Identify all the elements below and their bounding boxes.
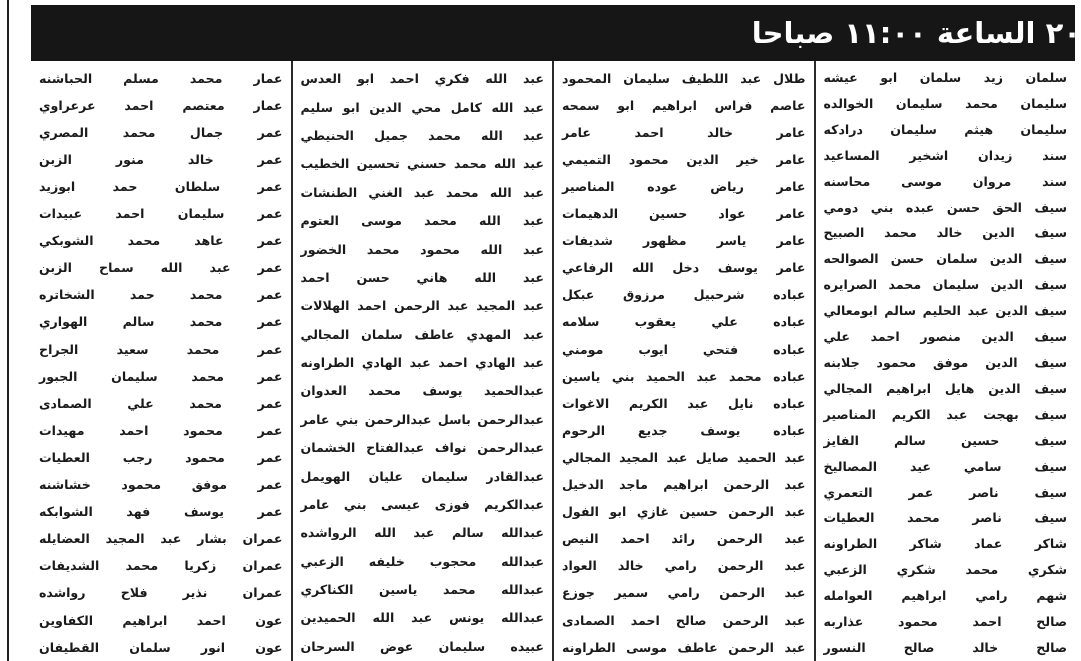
- name-entry-text: سيف حسين سالم الفايز: [823, 432, 1067, 448]
- name-entry: [562, 255, 806, 282]
- name-entry: [301, 576, 545, 604]
- name-entry-text: صالح خالد صالح النسور: [823, 639, 1067, 655]
- name-entry-text: عمران نذير فلاح رواشده: [39, 585, 283, 601]
- name-entry: [824, 402, 1068, 428]
- name-entry-text: عمر محمد علي الصمادى: [39, 395, 283, 411]
- name-entry: [562, 607, 806, 634]
- name-entry-text: عاصم فراس ابراهيم ابو سمحه: [562, 97, 806, 113]
- name-entry-text: صالح احمد محمود عذاربه: [823, 614, 1067, 630]
- header-banner: [31, 5, 1081, 61]
- name-entry-text: عامر خير الدين محمود التميمي: [562, 151, 806, 167]
- name-entry: [824, 531, 1068, 557]
- name-entry-text: عمران زكريا محمد الشديفات: [39, 558, 283, 574]
- name-entry: [562, 65, 806, 92]
- name-entry: [301, 462, 545, 490]
- name-entry-text: سيف الدين هايل ابراهيم المجالي: [823, 380, 1067, 396]
- name-column-1: [814, 61, 1076, 661]
- name-entry: [562, 200, 806, 227]
- name-entry: [562, 363, 806, 390]
- name-entry-text: سلمان زيد سلمان ابو عيشه: [823, 70, 1067, 86]
- name-entry: [824, 169, 1068, 195]
- name-entry-text: سيف الحق حسن عبده بني دومي: [823, 199, 1067, 215]
- name-entry: [562, 471, 806, 498]
- name-entry-text: عمر محمود رجب العطيات: [39, 449, 283, 465]
- name-entry: [562, 526, 806, 553]
- name-entry-text: شاكر عماد شاكر الطراونه: [823, 536, 1067, 552]
- name-entry-text: عمر جمال محمد المصري: [39, 124, 283, 140]
- name-entry-text: عبد الله محمود محمد الخضور: [300, 241, 544, 257]
- name-entry: [39, 255, 283, 282]
- name-entry: [562, 173, 806, 200]
- name-entry: [301, 320, 545, 348]
- left-margin-rule: [7, 0, 9, 661]
- name-column-3: [291, 61, 553, 661]
- name-entry-text: عبد الرحمن صالح احمد الصمادى: [562, 612, 806, 628]
- name-entry-text: عبد الله فكري احمد ابو العدس: [300, 71, 544, 87]
- name-entry: [39, 336, 283, 363]
- name-entry: [301, 491, 545, 519]
- name-entry-text: عامر خالد احمد عامر: [562, 124, 806, 140]
- name-entry-text: عبد الله محمد موسى العتوم: [300, 213, 544, 229]
- name-entry: [301, 150, 545, 178]
- name-entry: [824, 65, 1068, 91]
- name-entry-text: سليمان هيثم سليمان درادكه: [823, 121, 1067, 137]
- name-entry: [39, 471, 283, 498]
- name-entry-text: عامر ياسر مظهور شديفات: [562, 233, 806, 249]
- name-entry: [562, 336, 806, 363]
- name-entry-text: عبدالرحمن نواف عبدالفتاح الخشمان: [300, 440, 544, 456]
- name-entry: [39, 146, 283, 173]
- name-entry-text: عبدالحميد يوسف محمد العدوان: [300, 383, 544, 399]
- name-entry-text: عباده شرحبيل مرزوق عبكل: [562, 287, 806, 303]
- name-entry-text: عبد الرحمن حسين غازي ابو الفول: [562, 504, 806, 520]
- name-entry-text: عامر عواد حسين الدهيمات: [562, 206, 806, 222]
- name-entry-text: طلال عبد اللطيف سليمان المحمود: [562, 70, 806, 86]
- name-entry: [39, 526, 283, 553]
- name-entry: [301, 434, 545, 462]
- name-entry: [824, 91, 1068, 117]
- name-entry-text: عبدالرحمن باسل عبدالرحمن بني عامر: [300, 411, 544, 427]
- name-entry-text: عبد الله محمد عبد الغني الطنشات: [300, 184, 544, 200]
- name-entry: [39, 444, 283, 471]
- name-entry: [301, 406, 545, 434]
- name-entry: [562, 553, 806, 580]
- name-entry: [301, 519, 545, 547]
- name-entry-text: عمران بشار عبد المجيد العضايله: [39, 531, 283, 547]
- name-entry: [824, 143, 1068, 169]
- name-entry-text: عبدالكريم فوزى عيسى بني عامر: [300, 496, 544, 512]
- name-entry-text: عبد الله كامل محي الدين ابو سليم: [300, 99, 544, 115]
- name-entry-text: سيف الدين خالد محمد الصبيح: [823, 225, 1067, 241]
- name-entry-text: عمار معتصم احمد عرعراوي: [39, 97, 283, 113]
- name-entry-text: عبدالله محمد ياسين الكناكري: [300, 582, 544, 598]
- name-entry-text: سيف بهجت عبد الكريم المناصير: [823, 406, 1067, 422]
- name-entry: [562, 634, 806, 661]
- name-entry-text: عامر رياض عوده المناصير: [562, 179, 806, 194]
- name-entry-text: سند زيدان اشخير المساعيد: [823, 147, 1067, 163]
- name-entry: [562, 146, 806, 173]
- name-entry: [824, 272, 1068, 298]
- name-entry-text: عبدالله محجوب خليفه الزعبي: [300, 553, 544, 569]
- name-entry: [301, 349, 545, 377]
- name-entry-text: عباده محمد عبد الحميد بني ياسين: [562, 368, 806, 384]
- name-entry: [39, 173, 283, 200]
- name-entry: [824, 480, 1068, 506]
- name-entry-text: عبد المجيد عبد الرحمن احمد الهلالات: [300, 298, 544, 314]
- name-entry-text: عبد الهادي احمد عبد الهادي الطراونه: [300, 355, 544, 371]
- name-entry: [39, 417, 283, 444]
- name-entry-text: عمر يوسف فهد الشوابكه: [39, 504, 283, 520]
- name-entry: [562, 580, 806, 607]
- name-entry: [824, 376, 1068, 402]
- header-title: ٢٠ الساعة ١١:٠٠ صباحا: [751, 16, 1081, 50]
- name-entry-text: عمار محمد مسلم الحباشنه: [39, 70, 283, 86]
- name-entry-text: عبد الرحمن رامي سمير جوزع: [562, 585, 806, 601]
- name-entry-text: عبيده سليمان عوض السرحان: [300, 638, 544, 654]
- name-entry: [824, 117, 1068, 143]
- name-column-4: [31, 61, 291, 661]
- name-entry: [39, 553, 283, 580]
- name-entry-text: عون احمد ابراهيم الكفاوين: [39, 612, 283, 628]
- name-entry-text: عمر سليمان احمد عبيدات: [39, 206, 283, 222]
- name-entry: [824, 246, 1068, 272]
- name-entry-text: عمر محمد سليمان الجبور: [39, 368, 283, 384]
- name-entry-text: عباده يوسف جديع الرحوم: [562, 422, 806, 438]
- name-entry: [39, 499, 283, 526]
- name-entry-text: عمر خالد منور الزبن: [39, 151, 283, 167]
- name-entry-text: عمر محمود احمد مهيدات: [39, 422, 283, 438]
- name-entry-text: شكري محمد شكري الزعبي: [823, 562, 1067, 578]
- name-entry: [39, 363, 283, 390]
- name-entry: [824, 195, 1068, 221]
- name-entry: [39, 119, 283, 146]
- name-entry: [39, 92, 283, 119]
- name-entry: [39, 580, 283, 607]
- name-entry: [301, 179, 545, 207]
- name-entry: [39, 65, 283, 92]
- name-entry: [824, 428, 1068, 454]
- name-entry: [301, 93, 545, 121]
- name-entry-text: عون انور سلمان القطيفان: [39, 639, 283, 655]
- name-entry: [824, 324, 1068, 350]
- name-entry: [562, 92, 806, 119]
- name-entry: [301, 122, 545, 150]
- name-entry: [301, 292, 545, 320]
- name-entry-text: عبد الله هاني حسن احمد: [300, 269, 544, 285]
- name-entry-text: سيف ناصر محمد العطيات: [823, 510, 1067, 526]
- name-entry-text: عمر سلطان حمد ابوزيد: [39, 179, 283, 194]
- name-entry: [824, 635, 1068, 661]
- name-entry: [39, 634, 283, 661]
- name-entry: [39, 309, 283, 336]
- name-entry: [562, 119, 806, 146]
- name-entry: [824, 583, 1068, 609]
- name-entry: [301, 604, 545, 632]
- name-entry: [824, 220, 1068, 246]
- name-column-2: [552, 61, 814, 661]
- name-entry-text: سيف الدين سلمان حسن الصوالحه: [823, 251, 1067, 267]
- name-entry-text: سيف الدين سليمان محمد الصرايره: [823, 277, 1067, 293]
- name-entry-text: سيف الدين منصور احمد علي: [823, 329, 1067, 345]
- name-entry-text: عبدالقادر سليمان عليان الهويمل: [300, 468, 544, 484]
- name-entry-text: سيف سامي عيد المصاليخ: [823, 458, 1067, 474]
- name-entry-text: عمر محمد سعيد الجراح: [39, 341, 283, 357]
- name-entry: [301, 235, 545, 263]
- name-entry-text: سيف ناصر عمر التعمري: [823, 484, 1067, 500]
- name-entry-text: شهم رامي ابراهيم العوامله: [823, 588, 1067, 604]
- name-columns: [31, 61, 1075, 661]
- name-entry-text: عبدالله يونس عبد الله الحميدين: [300, 610, 544, 626]
- name-entry-text: عباده علي يعقوب سلامه: [562, 314, 806, 330]
- name-entry-text: عبد الله محمد جميل الحنيطي: [300, 128, 544, 144]
- name-entry-text: عباده نايل عبد الكريم الاغوات: [562, 395, 806, 411]
- name-entry-text: عمر محمد سالم الهواري: [39, 314, 283, 330]
- name-entry: [301, 264, 545, 292]
- name-entry-text: سيف الدين موفق محمود جلابنه: [823, 355, 1067, 370]
- name-entry: [562, 390, 806, 417]
- name-entry-text: سليمان محمد سليمان الخوالده: [823, 95, 1067, 111]
- name-entry-text: عبد الرحمن ابراهيم ماجد الدخيل: [562, 477, 806, 493]
- name-entry: [301, 65, 545, 93]
- name-entry: [301, 207, 545, 235]
- name-entry: [39, 390, 283, 417]
- name-entry-text: عمر عاهد محمد الشوبكي: [39, 233, 283, 249]
- name-entry: [824, 350, 1068, 376]
- name-entry: [562, 444, 806, 471]
- name-entry-text: عبد الرحمن عاطف موسى الطراونه: [562, 639, 806, 655]
- name-entry: [824, 505, 1068, 531]
- name-entry: [824, 609, 1068, 635]
- name-entry: [301, 547, 545, 575]
- name-entry: [39, 200, 283, 227]
- name-entry: [562, 417, 806, 444]
- name-entry-text: سند مروان موسى محاسنه: [823, 173, 1067, 189]
- name-entry: [562, 309, 806, 336]
- name-entry-text: عبد الله محمد حسني تحسين الخطيب: [300, 156, 544, 172]
- name-entry: [39, 228, 283, 255]
- name-entry-text: عبد الحميد صايل عبد المجيد المجالي: [562, 449, 806, 465]
- name-entry: [301, 633, 545, 661]
- name-entry: [824, 557, 1068, 583]
- name-entry: [562, 282, 806, 309]
- name-entry-text: عبد الرحمن رائد احمد النيص: [562, 531, 806, 547]
- name-entry-text: عمر عبد الله سماح الزبن: [39, 260, 283, 276]
- name-entry-text: عمر موفق محمود خشاشنه: [39, 477, 283, 493]
- name-entry-text: عبد الرحمن رامي خالد العواد: [562, 558, 806, 574]
- name-entry: [824, 454, 1068, 480]
- name-entry: [301, 377, 545, 405]
- name-entry: [39, 607, 283, 634]
- name-entry-text: عباده فتحي ايوب مومني: [562, 341, 806, 357]
- name-entry: [562, 228, 806, 255]
- name-entry-text: عمر محمد حمد الشخاتره: [39, 287, 283, 303]
- name-entry: [824, 298, 1068, 324]
- name-entry-text: عامر يوسف دخل الله الرفاعي: [562, 260, 806, 276]
- name-entry-text: عبد المهدي عاطف سلمان المجالي: [300, 326, 544, 342]
- name-entry: [562, 499, 806, 526]
- name-entry-text: عبدالله سالم عبد الله الرواشده: [300, 525, 544, 541]
- name-entry-text: سيف الدين عبد الحليم سالم ابومعالي: [823, 303, 1067, 319]
- name-entry: [39, 282, 283, 309]
